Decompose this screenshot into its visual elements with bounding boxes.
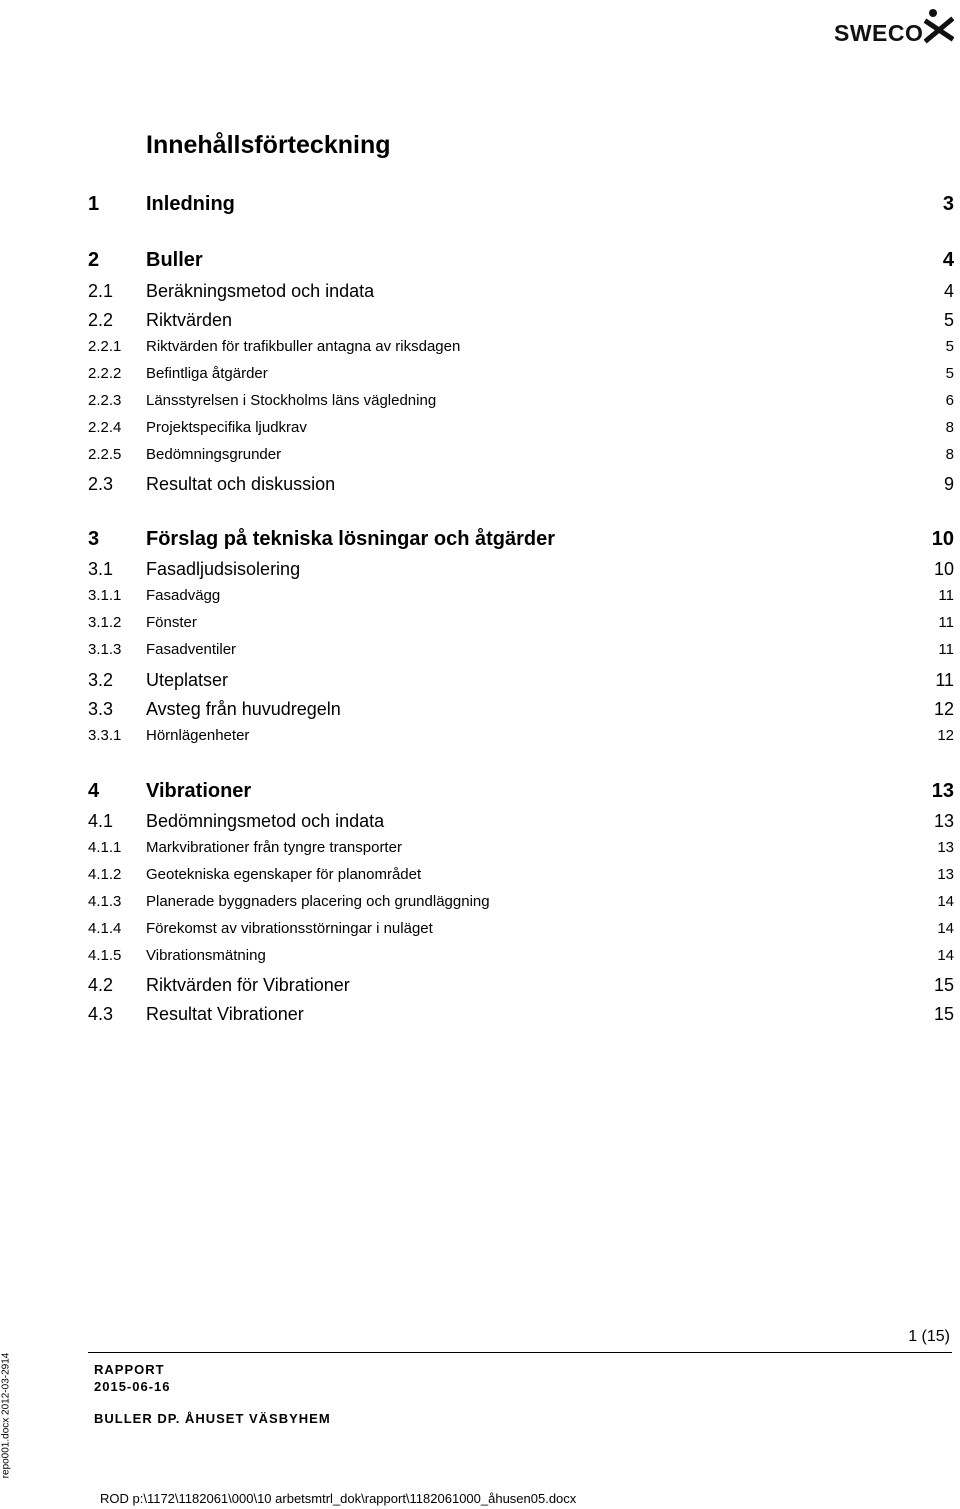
toc-entry-page: 12	[933, 699, 954, 719]
toc-entry-title: Geotekniska egenskaper för planområdet	[146, 866, 422, 883]
toc-entry-page: 8	[945, 419, 954, 436]
toc-entry[interactable]	[88, 338, 954, 362]
toc-entry-title: Bedömningsgrunder	[146, 446, 282, 463]
toc-entry-title: Fasadventiler	[146, 641, 237, 658]
toc-entry-page: 11	[938, 587, 954, 604]
sweco-logo	[834, 8, 958, 48]
toc-entry-number: 4.1.3	[88, 893, 122, 910]
toc-entry-title: Buller	[146, 249, 203, 271]
page-number: 1 (15)	[908, 1328, 950, 1345]
toc-entry[interactable]	[88, 1004, 954, 1028]
toc-entry-number: 4	[88, 780, 100, 802]
toc-entry[interactable]	[88, 365, 954, 389]
toc-entry-page: 5	[945, 365, 954, 382]
toc-entry-title: Riktvärden för trafikbuller antagna av riksdagen	[146, 338, 461, 355]
toc-entry-number: 4.1.4	[88, 920, 122, 937]
toc-entry-page: 13	[937, 839, 954, 856]
toc-entry[interactable]	[88, 193, 954, 217]
toc-entry-number: 3.1.3	[88, 641, 122, 658]
toc-entry-number: 3.3	[88, 699, 114, 719]
toc-entry-title: Beräkningsmetod och indata	[146, 281, 375, 301]
toc-entry-page: 13	[933, 811, 954, 831]
toc-entry-number: 2.2	[88, 310, 114, 330]
toc-entry-page: 11	[938, 641, 954, 658]
toc-entry-page: 11	[935, 670, 954, 690]
toc-entry-page: 14	[937, 893, 954, 910]
toc-entry-number: 2.2.2	[88, 365, 122, 382]
toc-entry-number: 4.1.1	[88, 839, 122, 856]
toc-entry-number: 2.1	[88, 281, 114, 301]
toc-entry[interactable]	[88, 893, 954, 917]
toc-entry-title: Länsstyrelsen i Stockholms läns vägledning	[146, 392, 437, 409]
toc-entry[interactable]	[88, 641, 954, 665]
toc-entry-page: 5	[943, 310, 954, 330]
toc-entry-number: 3.1.1	[88, 587, 122, 604]
toc-entry-number: 2.2.3	[88, 392, 122, 409]
sweco-figure-icon	[924, 8, 954, 44]
toc-entry-page: 14	[937, 920, 954, 937]
toc-entry-title: Riktvärden	[146, 310, 233, 330]
toc-entry[interactable]	[88, 392, 954, 416]
toc-entry-number: 2.2.1	[88, 338, 122, 355]
toc-entry-page: 5	[945, 338, 954, 355]
toc-entry-number: 4.1.5	[88, 947, 122, 964]
toc-entry-number: 4.3	[88, 1004, 114, 1024]
toc-entry-number: 2.3	[88, 474, 114, 494]
footer-divider	[88, 1352, 952, 1353]
toc-entry-title: Vibrationer	[146, 780, 252, 802]
toc-entry[interactable]	[88, 947, 954, 971]
toc-entry-number: 1	[88, 193, 100, 215]
toc-entry[interactable]	[88, 670, 954, 694]
toc-entry-number: 2.2.5	[88, 446, 122, 463]
toc-entry[interactable]	[88, 528, 954, 552]
toc-entry[interactable]	[88, 975, 954, 999]
toc-entry-title: Befintliga åtgärder	[146, 365, 268, 382]
toc-entry-number: 2	[88, 249, 100, 271]
doc-type: RAPPORT	[94, 1362, 165, 1377]
toc-entry-number: 3.3.1	[88, 727, 122, 744]
toc-entry-page: 10	[931, 528, 954, 550]
toc-entry[interactable]	[88, 920, 954, 944]
toc-title: Innehållsförteckning	[146, 131, 391, 159]
toc-entry[interactable]	[88, 587, 954, 611]
toc-entry-title: Förslag på tekniska lösningar och åtgärder	[146, 528, 556, 550]
toc-entry-number: 4.1.2	[88, 866, 122, 883]
toc-entry-title: Fönster	[146, 614, 197, 631]
toc-entry-number: 3.2	[88, 670, 114, 690]
toc-entry-number: 4.2	[88, 975, 114, 995]
toc-entry[interactable]	[88, 310, 954, 334]
toc-entry-page: 11	[938, 614, 954, 631]
toc-entry[interactable]	[88, 419, 954, 443]
template-note: repo001.docx 2012-03-2914	[0, 1352, 12, 1479]
toc-entry-title: Inledning	[146, 193, 235, 215]
toc-entry-page: 4	[942, 249, 954, 271]
toc-entry-title: Planerade byggnaders placering och grundläggning	[146, 893, 490, 910]
toc-entry-title: Uteplatser	[146, 670, 229, 690]
toc-entry-number: 3.1.2	[88, 614, 122, 631]
toc-entry-title: Markvibrationer från tyngre transporter	[146, 839, 402, 856]
toc-entry[interactable]	[88, 699, 954, 723]
toc-entry-title: Avsteg från huvudregeln	[146, 699, 341, 719]
doc-date: 2015-06-16	[94, 1379, 171, 1394]
toc-entry[interactable]	[88, 249, 954, 273]
toc-entry[interactable]	[88, 727, 954, 751]
toc-entry-page: 10	[933, 559, 954, 579]
toc-entry-page: 13	[931, 780, 954, 802]
file-path: ROD p:\1172\1182061\000\10 arbetsmtrl_dok\rapport\1182061000_åhusen05.docx	[100, 1491, 577, 1506]
project-name: BULLER DP. ÅHUSET VÄSBYHEM	[94, 1411, 331, 1426]
toc-entry-page: 3	[942, 193, 954, 215]
toc-entry-page: 15	[933, 975, 954, 995]
toc-entry[interactable]	[88, 446, 954, 470]
logo-text: SWECO	[834, 20, 924, 46]
toc-entry[interactable]	[88, 866, 954, 890]
toc-entry[interactable]	[88, 811, 954, 835]
toc-entry-title: Vibrationsmätning	[146, 947, 266, 964]
toc-entry[interactable]	[88, 839, 954, 863]
toc-entry-title: Fasadvägg	[146, 587, 221, 604]
toc-entry-title: Förekomst av vibrationsstörningar i nuläget	[146, 920, 433, 937]
toc-entry-title: Resultat och diskussion	[146, 474, 336, 494]
toc-entry-page: 9	[943, 474, 954, 494]
toc-entry-title: Bedömningsmetod och indata	[146, 811, 385, 831]
toc-entry-title: Hörnlägenheter	[146, 727, 250, 744]
toc-entry[interactable]	[88, 281, 954, 305]
toc-entry-page: 8	[945, 446, 954, 463]
toc-entry-page: 15	[933, 1004, 954, 1024]
toc-entry-number: 3.1	[88, 559, 114, 579]
toc-entry-page: 4	[943, 281, 954, 301]
toc-entry-page: 12	[937, 727, 954, 744]
toc-entry[interactable]	[88, 559, 954, 583]
toc-entry-title: Resultat Vibrationer	[146, 1004, 304, 1024]
toc-entry-title: Projektspecifika ljudkrav	[146, 419, 307, 436]
toc-entry-page: 14	[937, 947, 954, 964]
toc-entry-number: 4.1	[88, 811, 114, 831]
toc-entry-number: 2.2.4	[88, 419, 122, 436]
toc-entry[interactable]	[88, 780, 954, 804]
toc-entry-page: 13	[937, 866, 954, 883]
toc-entry-page: 6	[945, 392, 954, 409]
toc-entry[interactable]	[88, 614, 954, 638]
toc-entry-number: 3	[88, 528, 100, 550]
toc-entry-title: Fasadljudsisolering	[146, 559, 301, 579]
toc-entry-title: Riktvärden för Vibrationer	[146, 975, 350, 995]
toc-entry[interactable]	[88, 474, 954, 498]
